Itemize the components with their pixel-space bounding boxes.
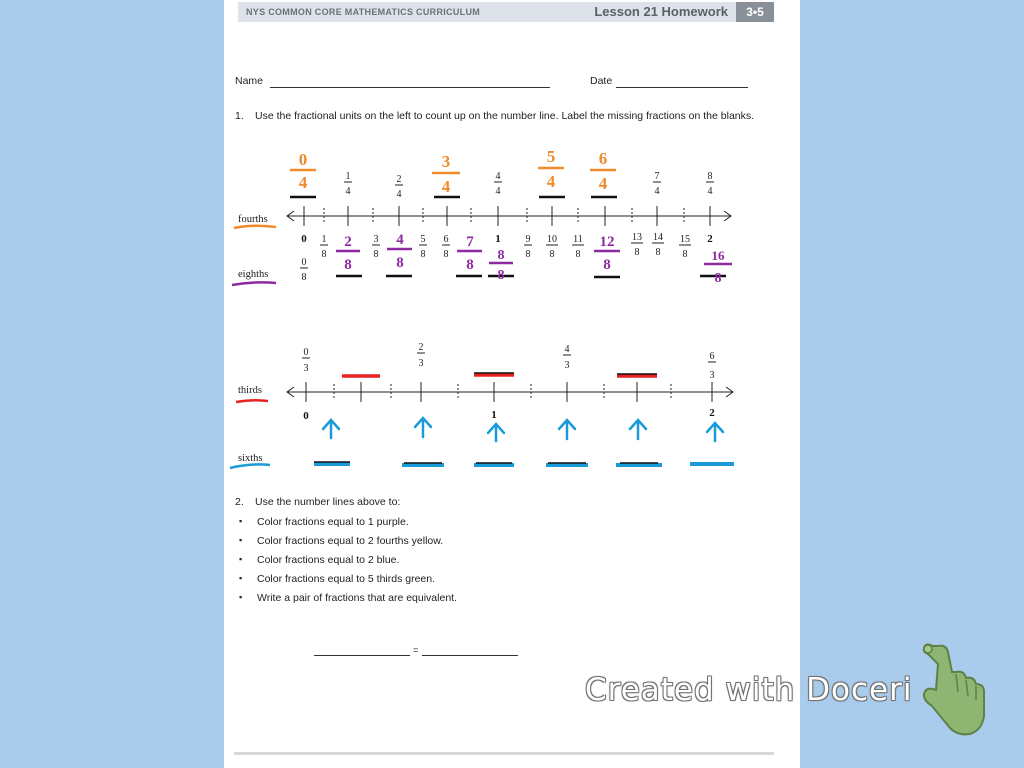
problem-1-number: 1. <box>235 110 244 122</box>
svg-text:15: 15 <box>680 234 690 245</box>
fourths-highlight <box>234 226 276 228</box>
svg-text:3: 3 <box>418 358 424 369</box>
whole-numbers-2 <box>303 407 715 422</box>
whole-2: 2 <box>707 233 713 245</box>
svg-text:8: 8 <box>525 249 531 260</box>
svg-text:8: 8 <box>497 268 505 283</box>
svg-text:8: 8 <box>301 272 307 283</box>
pointing-hand-icon <box>918 640 990 740</box>
svg-text:4: 4 <box>546 172 556 191</box>
svg-text:4: 4 <box>441 177 451 196</box>
sixths-highlight <box>230 464 270 468</box>
svg-text:3: 3 <box>564 360 570 371</box>
svg-text:4: 4 <box>396 232 404 248</box>
thirds-highlight <box>236 400 268 402</box>
lesson-title: Lesson 21 Homework <box>594 4 728 19</box>
page-header <box>238 2 774 22</box>
svg-text:8: 8 <box>575 249 581 260</box>
svg-text:3: 3 <box>709 370 715 381</box>
bullet-5: ▪ Write a pair of fractions that are equivalent. <box>257 592 457 604</box>
svg-text:4: 4 <box>495 171 501 182</box>
handwritten-fourths <box>290 147 616 196</box>
svg-text:0: 0 <box>298 150 308 169</box>
name-label: Name <box>235 75 264 87</box>
svg-text:8: 8 <box>344 257 352 273</box>
svg-text:3: 3 <box>373 234 379 245</box>
svg-text:8: 8 <box>321 249 327 260</box>
problem-1 <box>235 108 755 125</box>
svg-text:9: 9 <box>525 234 531 245</box>
svg-text:8: 8 <box>603 257 611 273</box>
svg-text:16: 16 <box>711 248 725 263</box>
svg-text:2: 2 <box>344 234 352 250</box>
sixths-blanks[interactable] <box>314 462 734 465</box>
svg-text:4: 4 <box>396 189 402 200</box>
fourths-label: fourths <box>238 214 268 225</box>
whole-0: 0 <box>301 233 307 245</box>
svg-text:8: 8 <box>466 257 474 273</box>
whole2-1: 1 <box>491 409 497 421</box>
svg-text:4: 4 <box>654 186 660 197</box>
svg-text:10: 10 <box>547 234 557 245</box>
svg-text:12: 12 <box>599 234 615 250</box>
bullet-2: ▪ Color fractions equal to 2 fourths yellow. <box>257 535 443 547</box>
name-field[interactable] <box>270 87 550 88</box>
svg-text:4: 4 <box>598 174 608 193</box>
svg-text:7: 7 <box>654 171 660 182</box>
svg-text:5: 5 <box>546 147 556 166</box>
svg-text:8: 8 <box>655 247 661 258</box>
svg-text:4: 4 <box>707 186 713 197</box>
svg-text:8: 8 <box>682 249 688 260</box>
printed-fourths <box>344 171 714 200</box>
svg-text:5: 5 <box>420 234 426 245</box>
svg-text:4: 4 <box>298 173 308 192</box>
problem-2-intro: Use the number lines above to: <box>255 496 401 508</box>
number-line-thirds-sixths <box>224 335 800 480</box>
curriculum-title: NYS COMMON CORE MATHEMATICS CURRICULUM <box>246 7 481 17</box>
whole-numbers-1 <box>301 233 713 245</box>
eighths-highlight <box>232 282 276 285</box>
eighths-label: eighths <box>238 269 269 280</box>
svg-text:4: 4 <box>495 186 501 197</box>
svg-text:8: 8 <box>714 271 722 286</box>
whole2-0: 0 <box>303 410 309 422</box>
svg-text:13: 13 <box>632 232 642 243</box>
footer-rule <box>234 752 774 755</box>
module-badge: 3•5 <box>736 2 774 22</box>
svg-text:8: 8 <box>634 247 640 258</box>
svg-text:6: 6 <box>709 351 715 362</box>
svg-text:8: 8 <box>707 171 713 182</box>
thirds-blanks[interactable] <box>342 375 657 376</box>
svg-text:3: 3 <box>303 363 309 374</box>
svg-text:14: 14 <box>653 232 663 243</box>
whole-1: 1 <box>495 233 501 245</box>
svg-text:6: 6 <box>443 234 449 245</box>
svg-text:8: 8 <box>497 248 505 263</box>
equivalent-blank-left[interactable] <box>314 655 410 656</box>
svg-text:4: 4 <box>564 344 570 355</box>
equals-sign: = <box>413 645 419 655</box>
svg-text:8: 8 <box>443 249 449 260</box>
svg-text:0: 0 <box>303 347 309 358</box>
svg-text:6: 6 <box>598 149 608 168</box>
svg-text:1: 1 <box>321 234 327 245</box>
svg-text:4: 4 <box>345 186 351 197</box>
sixths-label: sixths <box>238 453 263 464</box>
thirds-label: thirds <box>238 385 262 396</box>
bullet-1: ▪ Color fractions equal to 1 purple. <box>257 516 409 528</box>
bullet-3: ▪ Color fractions equal to 2 blue. <box>257 554 399 566</box>
sixths-arrows <box>323 418 723 441</box>
date-label: Date <box>590 75 613 87</box>
svg-text:8: 8 <box>549 249 555 260</box>
whole2-2: 2 <box>709 407 715 419</box>
date-field[interactable] <box>616 87 748 88</box>
svg-text:2: 2 <box>418 342 424 353</box>
svg-text:0: 0 <box>301 257 307 268</box>
svg-text:11: 11 <box>573 234 583 245</box>
problem-1-text: Use the fractional units on the left to count up on the number line. Label the missing fractions on the blanks. <box>255 110 755 122</box>
handwritten-eighths <box>336 232 732 286</box>
svg-text:7: 7 <box>466 234 474 250</box>
svg-text:8: 8 <box>396 255 404 271</box>
svg-text:1: 1 <box>345 171 351 182</box>
number-line-fourths-eighths <box>224 140 800 300</box>
eighths-blanks[interactable] <box>336 276 726 277</box>
svg-text:8: 8 <box>373 249 379 260</box>
svg-text:8: 8 <box>420 249 426 260</box>
worksheet-page <box>224 0 800 768</box>
svg-text:3: 3 <box>441 152 451 171</box>
doceri-watermark: Created with Doceri <box>585 672 913 708</box>
svg-text:2: 2 <box>396 174 402 185</box>
equivalent-blank-right[interactable] <box>422 655 518 656</box>
problem-2-number: 2. <box>235 496 244 508</box>
bullet-4: ▪ Color fractions equal to 5 thirds green. <box>257 573 435 585</box>
